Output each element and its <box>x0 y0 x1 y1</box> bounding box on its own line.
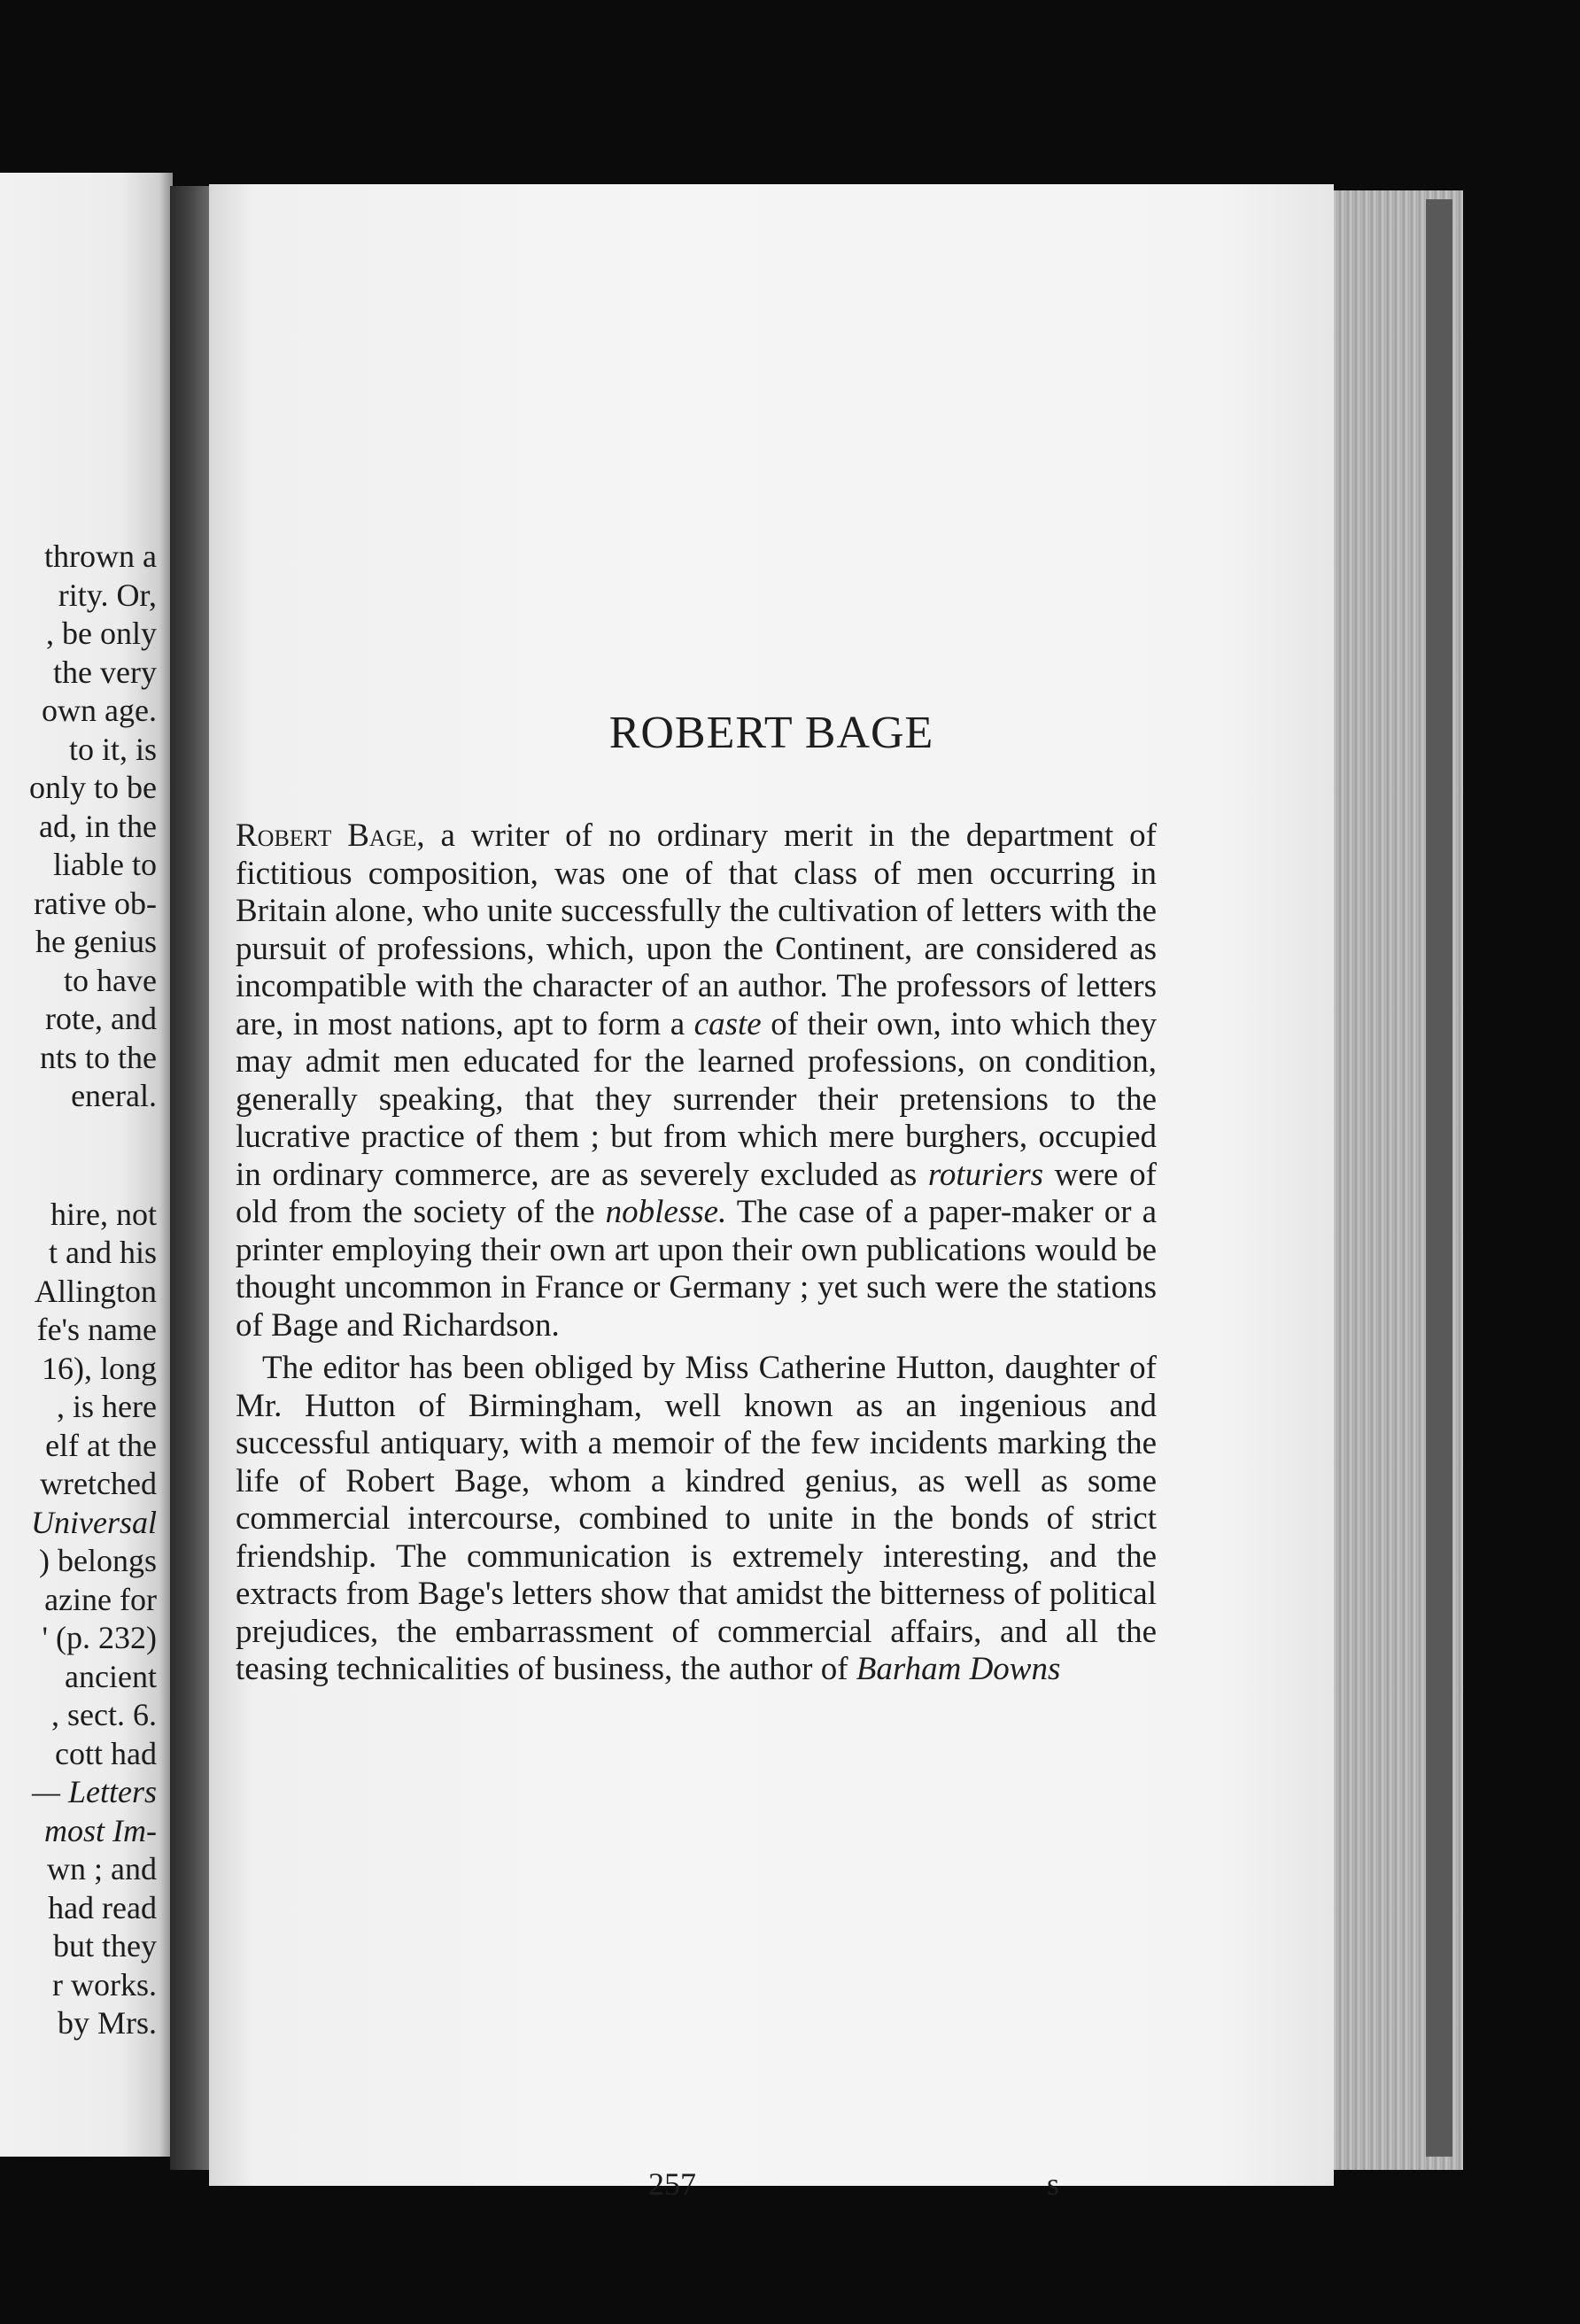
facing-page-text <box>0 538 157 2043</box>
body-text <box>236 817 1157 1689</box>
page-number: 257 <box>648 2166 696 2202</box>
facing-line: fe's name <box>36 1312 157 1347</box>
paragraph-text: The editor has been obliged by Miss Catherine Hutton, daughter of Mr. Hutton of Birmingham, well known as an ingenious and successful antiquary, with a memoir of the few incidents marking the life of Robert Bage, whom a kindred genius, as well as some commercial intercourse, combined to unite in the bonds of strict friendship. The communication is extremely interesting, and the extracts from Bage's letters show that amidst the bitterness of political prejudices, the embarrassment of commercial affairs, and all the teasing technicalities of business, the author of <box>236 1350 1157 1687</box>
facing-line: liable to <box>53 847 157 882</box>
facing-line: rote, and <box>45 1001 157 1036</box>
paragraph-1 <box>236 817 1157 1344</box>
paragraph-text: of their own, into which they may admit men educated for the learned professions, on condition, generally speaking, that they surrender their pretensions to the lucrative practice of them ; but from which mere burghers, occupied in ordinary commerce, are as severely excluded as <box>236 1005 1157 1193</box>
facing-line: 16), long <box>42 1350 157 1386</box>
facing-line: he genius <box>35 924 157 959</box>
facing-line: most Im- <box>44 1812 157 1848</box>
facing-line: , be only <box>46 616 157 651</box>
facing-line: ad, in the <box>39 808 157 844</box>
facing-line: wretched <box>40 1466 157 1501</box>
facing-line: only to be <box>29 770 157 805</box>
facing-line: t and his <box>49 1235 157 1270</box>
paragraph-text: The case of a paper-maker or a printer employing their own art upon their own publications would be thought uncommon in France or Germany ; yet such were the stations of Bage and Richardson. <box>236 1194 1157 1344</box>
page-block-shadow <box>1426 199 1452 2157</box>
book-page <box>209 184 1334 2202</box>
facing-line: ' (p. 232) <box>42 1620 157 1655</box>
facing-line: cott had <box>55 1735 157 1771</box>
facing-line: nts to the <box>40 1039 157 1075</box>
facing-line: had read <box>48 1889 157 1925</box>
italic-title: Barham Downs <box>856 1651 1061 1687</box>
paragraph-text: , a writer of no ordinary merit in the department of fictitious composition, was one of that class of men occurring in Britain alone, who unite successfully the cultivation of letters with the pursuit of professions, which, upon the Continent, are considered as incompatible with the character of an author. The professors of letters are, in most nations, apt to form a <box>236 817 1157 1042</box>
chapter-title: ROBERT BAGE <box>608 708 934 758</box>
signature-mark: s <box>1047 2166 1060 2202</box>
facing-line: — Letters <box>31 1774 157 1809</box>
facing-line: Allington <box>34 1273 157 1309</box>
facing-line: by Mrs. <box>57 2005 157 2041</box>
paragraph-gap <box>0 1116 157 1196</box>
facing-line: ) belongs <box>39 1543 157 1578</box>
facing-line: hire, not <box>50 1196 157 1232</box>
paragraph-2 <box>236 1350 1157 1689</box>
facing-line: azine for <box>44 1581 157 1617</box>
facing-line: to have <box>64 962 157 998</box>
facing-line: , sect. 6. <box>51 1697 157 1732</box>
italic-term: noblesse. <box>605 1194 727 1230</box>
book-gutter <box>170 186 211 2170</box>
facing-line: rity. Or, <box>58 577 157 613</box>
facing-line: rative ob- <box>34 885 157 921</box>
italic-term: caste <box>693 1005 762 1042</box>
facing-line: the very <box>53 654 157 690</box>
facing-line: , is here <box>57 1389 157 1424</box>
facing-line: own age. <box>42 693 157 728</box>
facing-line: thrown a <box>44 538 157 574</box>
facing-line: ancient <box>65 1658 157 1694</box>
facing-line: r works. <box>52 1966 157 2003</box>
facing-line: Universal <box>31 1504 157 1540</box>
facing-line: to it, is <box>68 731 157 767</box>
italic-term: roturiers <box>927 1156 1044 1193</box>
facing-line: wn ; and <box>47 1851 157 1886</box>
facing-page <box>0 173 173 2157</box>
paragraph-text: were of old from the society of the <box>236 1156 1157 1230</box>
facing-line: but they <box>53 1928 157 1964</box>
name-small-caps: Robert Bage <box>236 817 417 854</box>
facing-line: eneral. <box>71 1078 157 1113</box>
facing-line: elf at the <box>45 1427 157 1463</box>
page-footer <box>209 2165 1334 2210</box>
